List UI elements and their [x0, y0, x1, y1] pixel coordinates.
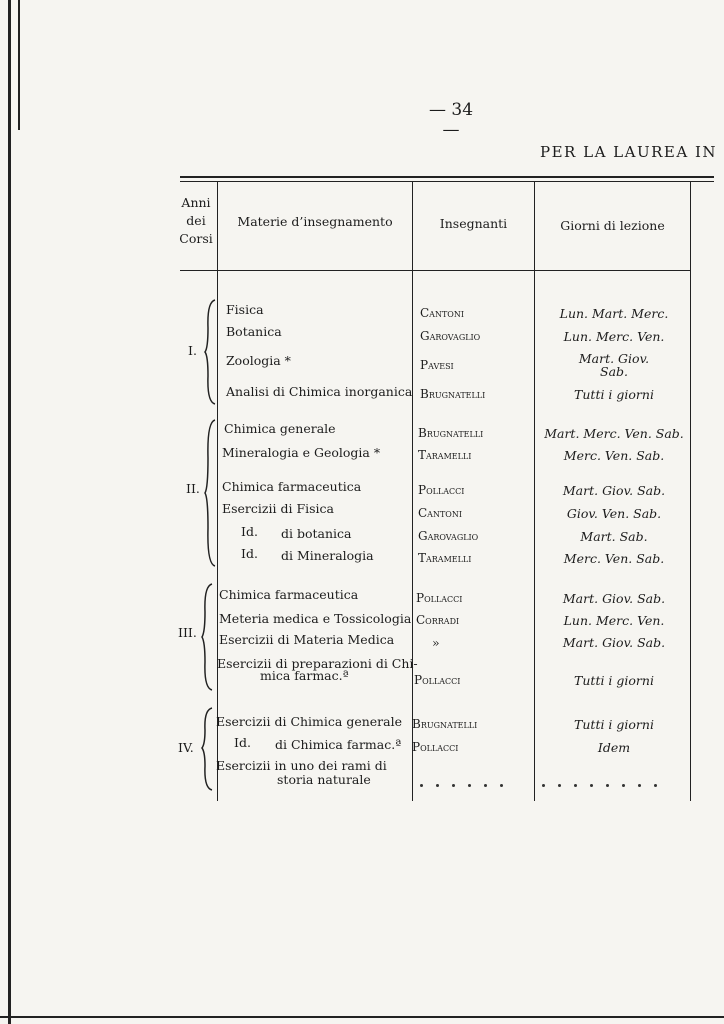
- y2-insegnante-6: Taramelli: [418, 551, 472, 565]
- y2-id-label-5: Id.: [241, 524, 258, 539]
- y4-materia-3-cont: storia naturale: [277, 772, 371, 787]
- y3-giorni-4: Tutti i giorni: [574, 673, 654, 688]
- y2-insegnante-1: Brugnatelli: [418, 426, 484, 440]
- y3-materia-4: Esercizii di preparazioni di Chi-: [217, 656, 418, 671]
- year-label-3: III.: [178, 625, 197, 640]
- brace-year-1: [203, 298, 217, 406]
- y2-materia-4: Esercizii di Fisica: [222, 501, 334, 516]
- table-top-rule: [180, 176, 714, 178]
- header-bottom-rule: [180, 270, 690, 271]
- y2-materia-6: di Mineralogia: [281, 548, 374, 563]
- y1-giorni-3: Mart. Giov.: [578, 351, 650, 366]
- brace-year-3: [200, 582, 214, 692]
- y2-insegnante-5: Garovaglio: [418, 529, 479, 543]
- page-edge-left: [8, 0, 11, 1024]
- y1-giorni-4: Tutti i giorni: [574, 387, 654, 402]
- y4-giorni-1: Tutti i giorni: [574, 717, 654, 732]
- year-label-1: I.: [188, 343, 197, 358]
- y3-insegnante-1: Pollacci: [416, 591, 463, 605]
- header-materie: Materie d’insegnamento: [237, 214, 393, 229]
- y1-insegnante-3: Pavesi: [420, 358, 454, 372]
- y1-insegnante-2: Garovaglio: [420, 329, 481, 343]
- y2-materia-2: Mineralogia e Geologia *: [222, 445, 381, 460]
- y2-insegnante-2: Taramelli: [418, 448, 472, 462]
- header-insegnanti: Insegnanti: [439, 216, 508, 231]
- y1-insegnante-1: Cantoni: [420, 306, 465, 320]
- y3-materia-3: Esercizii di Materia Medica: [219, 632, 395, 647]
- y1-giorni-1: Lun. Mart. Merc.: [559, 306, 669, 321]
- year-label-4: IV.: [178, 740, 194, 755]
- y1-materia-4: Analisi di Chimica inorganica: [226, 384, 413, 399]
- y4-giorni-2: Idem: [597, 740, 631, 755]
- y3-insegnante-3: »: [432, 635, 440, 650]
- y4-materia-1: Esercizii di Chimica generale: [216, 714, 402, 729]
- y2-giorni-5: Mart. Sab.: [580, 529, 648, 544]
- year-label-2: II.: [186, 481, 200, 496]
- y4-insegnante-1: Brugnatelli: [412, 717, 478, 731]
- y3-giorni-2: Lun. Merc. Ven.: [563, 613, 665, 628]
- y2-insegnante-4: Cantoni: [418, 506, 463, 520]
- y1-materia-1: Fisica: [226, 302, 264, 317]
- header-anni-2: dei: [186, 213, 206, 228]
- page-edge-left-2: [18, 0, 20, 130]
- y3-insegnante-2: Corradi: [416, 613, 460, 627]
- y3-materia-2: Meteria medica e Tossicologia: [219, 611, 412, 626]
- section-heading: PER LA LAUREA IN: [540, 143, 717, 161]
- y1-materia-2: Botanica: [226, 324, 282, 339]
- y3-materia-1: Chimica farmaceutica: [219, 587, 359, 602]
- y1-materia-3: Zoologia *: [226, 353, 291, 368]
- brace-year-2: [203, 418, 217, 568]
- y3-giorni-3: Mart. Giov. Sab.: [562, 635, 666, 650]
- col-rule-4: [690, 181, 691, 801]
- header-anni: [176, 194, 216, 248]
- y2-materia-3: Chimica farmaceutica: [222, 479, 362, 494]
- page-number: — 34 —: [428, 100, 474, 140]
- header-anni-1: Anni: [181, 195, 211, 210]
- y2-giorni-1: Mart. Merc. Ven. Sab.: [544, 426, 684, 441]
- y3-insegnante-4: Pollacci: [414, 673, 461, 687]
- y2-giorni-2: Merc. Ven. Sab.: [563, 448, 665, 463]
- y2-materia-5: di botanica: [281, 526, 352, 541]
- y2-id-label-6: Id.: [241, 546, 258, 561]
- y2-giorni-3: Mart. Giov. Sab.: [562, 483, 666, 498]
- col-rule-1: [217, 181, 218, 801]
- y2-giorni-4: Giov. Ven. Sab.: [566, 506, 662, 521]
- y4-materia-3: Esercizii in uno dei rami di: [216, 758, 387, 773]
- header-giorni: Giorni di lezione: [560, 218, 665, 233]
- y1-giorni-3-cont: Sab.: [600, 364, 628, 379]
- y4-materia-2: di Chimica farmac.ª: [275, 737, 402, 752]
- y1-giorni-2: Lun. Merc. Ven.: [563, 329, 665, 344]
- y4-id-label-2: Id.: [234, 735, 251, 750]
- y4-insegnante-2: Pollacci: [412, 740, 459, 754]
- page-edge-bottom: [0, 1016, 724, 1018]
- y3-giorni-1: Mart. Giov. Sab.: [562, 591, 666, 606]
- y3-materia-4-cont: mica farmac.ª: [260, 668, 349, 683]
- col-rule-2: [412, 181, 413, 801]
- col-rule-3: [534, 181, 535, 801]
- table-top-rule-2: [180, 181, 714, 182]
- y2-giorni-6: Merc. Ven. Sab.: [563, 551, 665, 566]
- brace-year-4: [200, 706, 214, 792]
- y2-materia-1: Chimica generale: [224, 421, 336, 436]
- y2-insegnante-3: Pollacci: [418, 483, 465, 497]
- header-anni-3: Corsi: [179, 231, 213, 246]
- y1-insegnante-4: Brugnatelli: [420, 387, 486, 401]
